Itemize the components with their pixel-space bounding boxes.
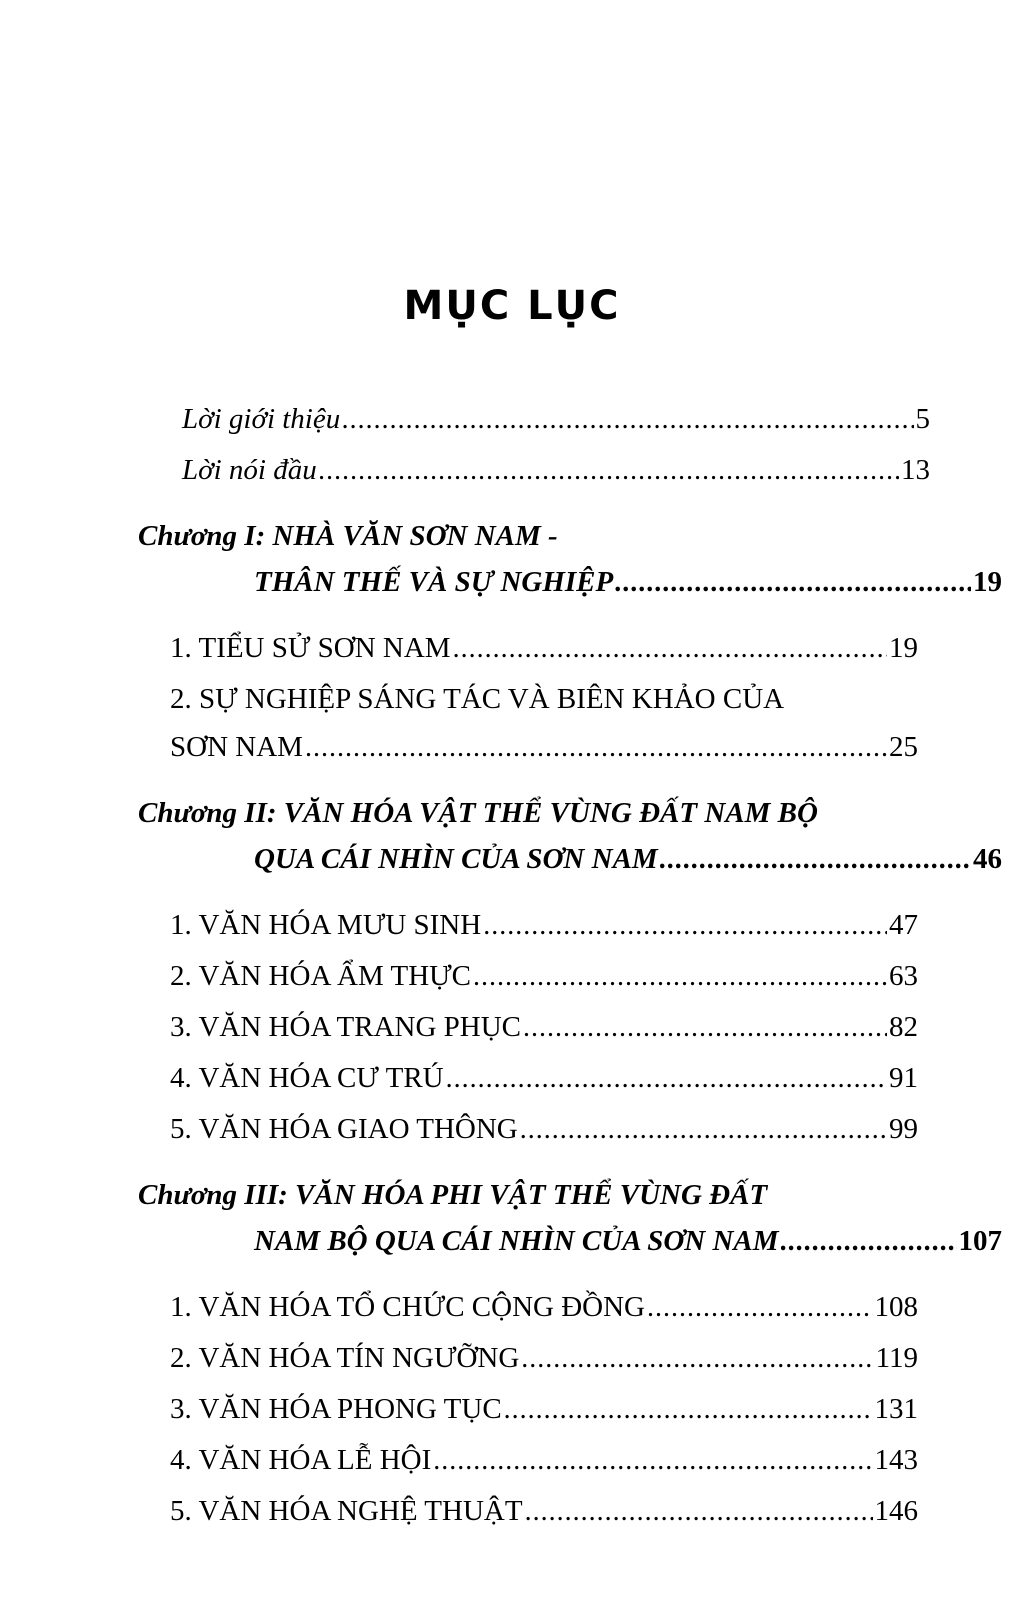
toc-leader-dots [520,1106,887,1154]
toc-page-number: 82 [889,1011,918,1043]
toc-entry-label: 2. SỰ NGHIỆP SÁNG TÁC VÀ BIÊN KHẢO CỦA [170,683,785,715]
toc-entry-label: 3. VĂN HÓA PHONG TỤC [170,1393,502,1425]
toc-entry-line [138,1283,918,1332]
toc-page-number: 143 [874,1444,918,1476]
toc-entry[interactable] [138,624,918,673]
toc-entry-line [138,790,886,836]
toc-entry[interactable] [138,1334,918,1383]
toc-entry-label: 5. VĂN HÓA GIAO THÔNG [170,1113,518,1145]
toc-leader-dots [523,1004,887,1052]
toc-entry-line [138,1334,918,1383]
toc-entry-label: 2. VĂN HÓA ẨM THỰC [170,960,471,992]
table-of-contents [138,395,1002,1538]
toc-entry-line [138,836,1002,883]
toc-page-number: 46 [973,843,1002,875]
toc-entry[interactable] [138,513,1002,606]
toc-entry-line [138,513,886,559]
toc-leader-dots [660,837,971,883]
toc-entry-label: NAM BỘ QUA CÁI NHÌN CỦA SƠN NAM [254,1225,779,1257]
toc-entry-line [138,1436,918,1485]
toc-entry[interactable] [138,1436,918,1485]
toc-entry[interactable] [138,790,1002,883]
toc-entry-label: 4. VĂN HÓA CƯ TRÚ [170,1062,444,1094]
toc-entry-label: Chương I: NHÀ VĂN SƠN NAM - [138,520,558,552]
toc-entry-label: 4. VĂN HÓA LỄ HỘI [170,1444,432,1476]
toc-entry-line [138,1105,918,1154]
toc-page-number: 131 [874,1393,918,1425]
toc-entry-label: Chương III: VĂN HÓA PHI VẬT THỂ VÙNG ĐẤT [138,1179,768,1211]
toc-leader-dots [781,1219,957,1265]
toc-page-number: 119 [875,1342,918,1374]
toc-entry[interactable] [138,1172,1002,1265]
toc-group-spacer [138,1156,886,1172]
toc-entry-line [138,624,918,673]
toc-page-number: 25 [889,731,918,763]
toc-group-spacer [138,497,886,513]
toc-entry-line [138,1487,918,1536]
toc-leader-dots [521,1335,873,1383]
toc-page-number: 47 [889,909,918,941]
toc-group-spacer [138,1267,886,1283]
toc-entry[interactable] [138,1283,918,1332]
toc-leader-dots [504,1386,873,1434]
toc-entry[interactable] [138,1487,918,1536]
toc-entry-line [138,723,918,772]
toc-entry-label: Lời nói đầu [182,454,317,486]
toc-group-spacer [138,608,886,624]
toc-leader-dots [473,953,887,1001]
toc-entry[interactable] [138,901,918,950]
toc-entry-line [138,559,1002,606]
toc-page-number: 107 [958,1225,1002,1257]
toc-entry-line [138,675,918,723]
toc-entry-label: 1. TIỂU SỬ SƠN NAM [170,632,451,664]
toc-page-number: 63 [889,960,918,992]
toc-entry-label: 1. VĂN HÓA TỔ CHỨC CỘNG ĐỒNG [170,1291,645,1323]
toc-entry[interactable] [138,446,930,495]
toc-leader-dots [483,902,887,950]
toc-entry[interactable] [138,1105,918,1154]
toc-entry-line [138,1218,1002,1265]
toc-leader-dots [525,1488,873,1536]
toc-group-spacer [138,774,886,790]
toc-entry-label: SƠN NAM [170,731,303,763]
toc-entry-line [138,1385,918,1434]
toc-entry-label: 5. VĂN HÓA NGHỆ THUẬT [170,1495,523,1527]
toc-leader-dots [319,447,899,495]
toc-leader-dots [647,1284,873,1332]
toc-leader-dots [615,560,971,606]
toc-page-number: 19 [889,632,918,664]
toc-entry-label: 3. VĂN HÓA TRANG PHỤC [170,1011,522,1043]
toc-leader-dots [342,396,913,444]
page-title: MỤC LỤC [403,283,621,329]
toc-entry[interactable] [138,395,930,444]
toc-leader-dots [433,1437,872,1485]
toc-entry-label: QUA CÁI NHÌN CỦA SƠN NAM [254,843,658,875]
toc-entry[interactable] [138,675,918,772]
toc-entry[interactable] [138,952,918,1001]
toc-entry-line [138,395,930,444]
toc-page-number: 108 [874,1291,918,1323]
toc-entry-label: 1. VĂN HÓA MƯU SINH [170,909,482,941]
toc-entry[interactable] [138,1003,918,1052]
toc-entry-line [138,1054,918,1103]
toc-entry-line [138,446,930,495]
toc-page-number: 13 [901,454,930,486]
toc-entry-line [138,1003,918,1052]
toc-page-number: 19 [973,566,1002,598]
toc-entry-label: 2. VĂN HÓA TÍN NGƯỠNG [170,1342,520,1374]
toc-entry[interactable] [138,1054,918,1103]
toc-leader-dots [453,625,887,673]
toc-group-spacer [138,885,886,901]
toc-entry-label: Lời giới thiệu [182,403,341,435]
toc-page-number: 146 [874,1495,918,1527]
toc-entry-line [138,1172,886,1218]
toc-leader-dots [446,1055,887,1103]
toc-entry-line [138,952,918,1001]
toc-leader-dots [305,724,887,772]
toc-entry-line [138,901,918,950]
toc-entry[interactable] [138,1385,918,1434]
toc-page-number: 91 [889,1062,918,1094]
toc-page-number: 99 [889,1113,918,1145]
toc-entry-label: Chương II: VĂN HÓA VẬT THỂ VÙNG ĐẤT NAM BỘ [138,797,818,829]
toc-page-number: 5 [915,403,930,435]
toc-entry-label: THÂN THẾ VÀ SỰ NGHIỆP [254,566,614,598]
